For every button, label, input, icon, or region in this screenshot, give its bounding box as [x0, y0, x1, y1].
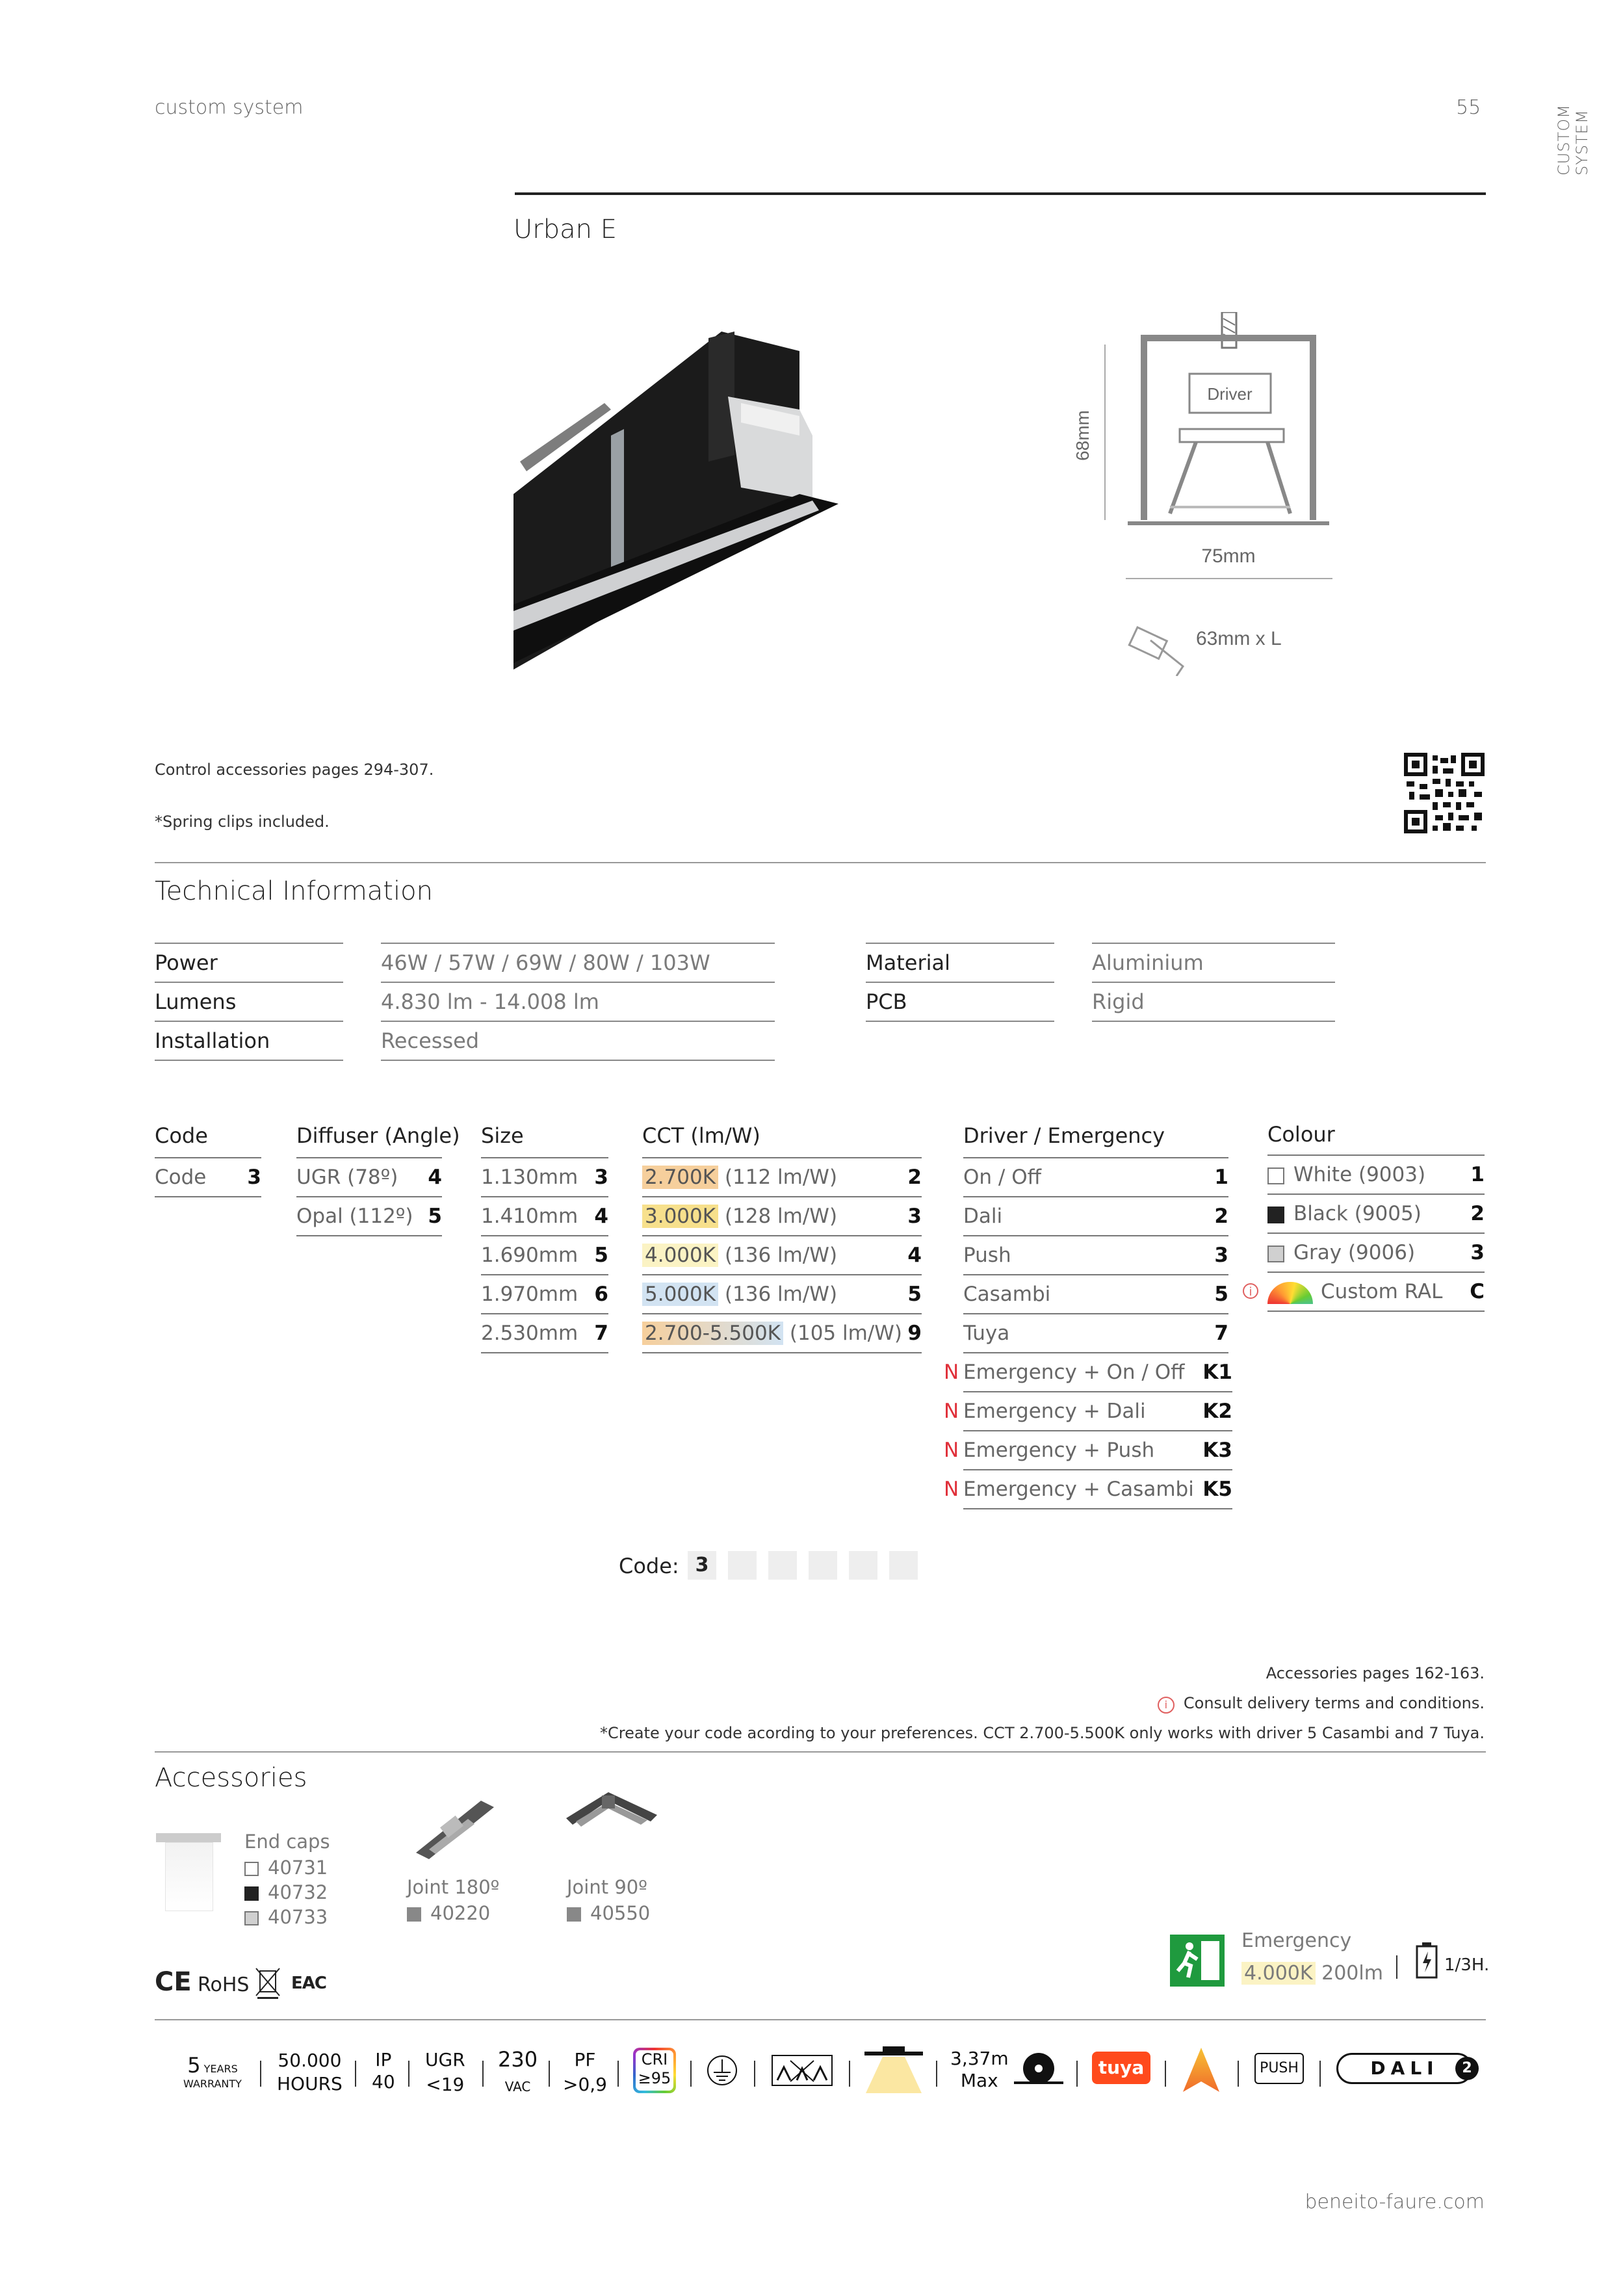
colour-option-black[interactable]: [1267, 1195, 1485, 1234]
option-label: Custom RAL: [1321, 1280, 1443, 1303]
diffuser-option-ugr[interactable]: [296, 1158, 442, 1197]
cutting-saw-icon: [1014, 2049, 1063, 2088]
spring-clips-note: *Spring clips included.: [155, 813, 330, 831]
tuya-logo: tuya: [1092, 2052, 1150, 2084]
driver-option[interactable]: [963, 1314, 1228, 1353]
separator: [1165, 2061, 1166, 2087]
page-number: 55: [1456, 96, 1481, 119]
option-label: Opal (112º): [296, 1205, 413, 1228]
max-length-value: 3,37m: [950, 2048, 1009, 2069]
diffuser-option-opal[interactable]: [296, 1197, 442, 1236]
end-cap-image: [156, 1833, 221, 1911]
separator: [260, 2061, 261, 2087]
option-label: UGR (78º): [296, 1166, 398, 1189]
separator: [936, 2061, 937, 2087]
end-cap-gray: [244, 1906, 328, 1928]
control-accessories-note: Control accessories pages 294-307.: [155, 761, 434, 779]
tech-value-installation: [381, 1021, 775, 1061]
emergency-lumens: 200lm: [1321, 1962, 1383, 1985]
tech-label: Lumens: [155, 989, 237, 1014]
separator: [849, 2061, 850, 2087]
tech-value: 4.830 lm - 14.008 lm: [381, 989, 599, 1014]
cct-option[interactable]: [642, 1158, 922, 1197]
lifetime-hours: [277, 2049, 343, 2096]
option-code: 5: [594, 1244, 608, 1267]
colour-option-custom-ral[interactable]: [1267, 1273, 1485, 1312]
option-label: 1.690mm: [481, 1244, 578, 1267]
option-label: 1.410mm: [481, 1205, 578, 1228]
swatch-black: [244, 1886, 259, 1901]
joint-180-label: Joint 180º: [407, 1876, 500, 1898]
separator: [549, 2061, 550, 2087]
col-header-diffuser: Diffuser (Angle): [296, 1123, 460, 1148]
swatch-black: [1267, 1207, 1284, 1223]
cct-option[interactable]: [642, 1314, 922, 1353]
tech-label: Installation: [155, 1028, 270, 1053]
colour-option-white[interactable]: [1267, 1156, 1485, 1195]
separator: [1396, 1955, 1397, 1979]
cct-efficacy: (136 lm/W): [724, 1283, 838, 1306]
max-length: [950, 2048, 1009, 2092]
option-code: K5: [1202, 1478, 1232, 1501]
option-label: Casambi: [963, 1283, 1051, 1306]
code-builder-label: Code:: [619, 1554, 679, 1578]
option-label: Push: [963, 1244, 1011, 1267]
dali-version: 2: [1455, 2057, 1479, 2080]
cct-temp: 4.000K: [642, 1244, 718, 1267]
tech-value: Recessed: [381, 1028, 480, 1053]
joint-code: 40220: [430, 1902, 491, 1924]
create-code-note: *Create your code acording to your preferences. CCT 2.700-5.500K only works with driver 5 Casambi and 7 Tuya.: [600, 1724, 1485, 1742]
tech-label: PCB: [866, 989, 907, 1014]
option-code: 4: [907, 1244, 922, 1267]
option-code: 5: [428, 1205, 442, 1228]
hours-value: 50.000: [278, 2050, 342, 2071]
warranty-years-number: 5: [187, 2053, 201, 2078]
emergency-temp: [1241, 1962, 1383, 1985]
recessed-light-icon: [864, 2046, 923, 2093]
warranty-label: WARRANTY: [183, 2078, 242, 2090]
hours-label: HOURS: [277, 2073, 343, 2094]
option-code: 5: [1214, 1283, 1228, 1306]
driver-option[interactable]: [963, 1197, 1228, 1236]
info-icon: i: [1158, 1697, 1175, 1714]
option-code: 7: [594, 1322, 608, 1345]
cct-temp: 2.700-5.500K: [642, 1322, 783, 1345]
tech-row-power: [155, 943, 343, 982]
swatch-gray: [567, 1907, 581, 1922]
option-label: Emergency + On / Off: [963, 1361, 1185, 1384]
separator: [1076, 2061, 1078, 2087]
option-label: White (9003): [1293, 1163, 1426, 1186]
code-slot-value: 3: [695, 1554, 709, 1576]
driver-option[interactable]: [963, 1275, 1228, 1314]
swatch-gray: [407, 1907, 421, 1922]
col-header-driver: Driver / Emergency: [963, 1123, 1165, 1148]
colour-option-gray[interactable]: [1267, 1234, 1485, 1273]
option-code: 1: [1470, 1163, 1485, 1186]
cct-efficacy: (112 lm/W): [724, 1166, 838, 1189]
driver-option-emergency[interactable]: [963, 1392, 1232, 1431]
cct-temp: 3.000K: [642, 1205, 718, 1228]
dali-text: DALI: [1370, 2057, 1439, 2079]
width-dimension: 75mm: [1201, 545, 1256, 567]
height-dimension: 68mm: [1072, 410, 1093, 461]
section-title: custom system: [155, 96, 304, 119]
tech-row-pcb: [866, 982, 1054, 1022]
separator: [617, 2061, 619, 2087]
cct-option[interactable]: [642, 1275, 922, 1314]
option-code: 2: [1470, 1202, 1485, 1225]
option-label: Dali: [963, 1205, 1003, 1228]
cct-option[interactable]: [642, 1236, 922, 1275]
option-code: 4: [594, 1205, 608, 1228]
end-cap-white: [244, 1857, 328, 1879]
info-icon: i: [1243, 1283, 1258, 1299]
product-name: Urban E: [513, 215, 617, 244]
ip-rating: [372, 2049, 395, 2093]
option-label: Black (9005): [1293, 1202, 1422, 1225]
option-code: 4: [428, 1166, 442, 1189]
code-slot-diffuser[interactable]: [728, 1551, 757, 1580]
separator: [754, 2061, 755, 2087]
separator: [408, 2061, 409, 2087]
size-option[interactable]: [481, 1158, 608, 1197]
option-code: 9: [907, 1322, 922, 1345]
option-label: 2.530mm: [481, 1322, 578, 1345]
driver-option[interactable]: [963, 1158, 1228, 1197]
option-label: Code: [155, 1166, 207, 1189]
swatch-white: [244, 1862, 259, 1876]
option-code: 3: [594, 1166, 608, 1189]
option-label: On / Off: [963, 1166, 1041, 1189]
option-label: Tuya: [963, 1322, 1010, 1345]
accessories-rule: [155, 1751, 1486, 1753]
cri-label: CRI: [641, 2050, 668, 2068]
side-tab: CUSTOM SYSTEM: [1555, 104, 1591, 176]
cct-temp: 2.700K: [642, 1166, 718, 1189]
tech-row-material: [866, 943, 1054, 982]
option-code: 2: [1214, 1205, 1228, 1228]
product-image: [513, 325, 851, 676]
earth-ground-icon: [706, 2054, 738, 2087]
battery-icon: [1416, 1942, 1438, 1979]
accessories-title: Accessories: [155, 1763, 307, 1793]
option-label: 1.970mm: [481, 1283, 578, 1306]
driver-option-emergency[interactable]: [963, 1353, 1232, 1392]
tech-value-lumens: [381, 982, 775, 1021]
tech-label: Material: [866, 950, 950, 975]
joint-90-code: [567, 1902, 650, 1924]
accessories-pages-note: Accessories pages 162-163.: [1266, 1664, 1485, 1682]
driver-option[interactable]: [963, 1236, 1228, 1275]
tech-value: Rigid: [1092, 989, 1145, 1014]
col-header-size: Size: [481, 1123, 524, 1148]
option-label: Emergency + Casambi: [963, 1478, 1194, 1501]
option-label: Gray (9006): [1293, 1241, 1416, 1264]
voltage-unit: VAC: [504, 2079, 531, 2094]
separator: [482, 2061, 484, 2087]
end-cap-code: 40733: [268, 1906, 328, 1928]
option-code: 1: [1214, 1166, 1228, 1189]
warranty-badge: [183, 2053, 242, 2090]
option-code: 3: [907, 1205, 922, 1228]
tech-row-installation: [155, 1021, 343, 1061]
option-code: 3: [1470, 1241, 1485, 1264]
code-row[interactable]: [155, 1158, 261, 1197]
cri-badge: [633, 2048, 676, 2093]
delivery-text: Consult delivery terms and conditions.: [1183, 1694, 1485, 1712]
ugr-rating: [425, 2048, 465, 2097]
swatch-gray: [244, 1911, 259, 1925]
code-slot-fixed: [688, 1551, 716, 1580]
title-rule: [515, 192, 1486, 195]
ip-value: 40: [372, 2071, 395, 2093]
code-slot-cct[interactable]: [809, 1551, 837, 1580]
option-code: C: [1470, 1280, 1485, 1303]
tech-value-material: [1092, 943, 1335, 982]
emergency-cct: 4.000K: [1241, 1962, 1316, 1985]
cut-out-dimension: 63mm x L: [1196, 628, 1282, 649]
joint-90-label: Joint 90º: [567, 1876, 647, 1898]
voltage-value: 230: [498, 2047, 538, 2072]
end-cap-code: 40731: [268, 1857, 328, 1879]
swatch-white: [1267, 1168, 1284, 1184]
size-option[interactable]: [481, 1197, 608, 1236]
end-cap-code: 40732: [268, 1881, 328, 1903]
separator: [1319, 2061, 1321, 2087]
voltage-rating: [498, 2048, 538, 2100]
insulation-install-icon: [771, 2054, 833, 2087]
delivery-note: [1158, 1694, 1485, 1714]
option-code: 7: [1214, 1322, 1228, 1345]
cct-efficacy: (136 lm/W): [724, 1244, 838, 1267]
tech-label: Power: [155, 950, 218, 975]
option-code: 5: [907, 1283, 922, 1306]
driver-option-emergency[interactable]: [963, 1470, 1232, 1509]
option-code: 3: [1214, 1244, 1228, 1267]
cri-value: ≥95: [638, 2069, 671, 2087]
option-label: 1.130mm: [481, 1166, 578, 1189]
rainbow-swatch-icon: [1267, 1282, 1313, 1304]
option-code: 2: [907, 1166, 922, 1189]
new-badge: N: [944, 1400, 959, 1423]
emergency-title: Emergency: [1241, 1929, 1352, 1952]
ce-mark-icon: CE: [155, 1967, 192, 1997]
emergency-exit-icon: [1170, 1935, 1225, 1987]
option-code: 3: [247, 1166, 261, 1189]
eac-mark: EAC: [291, 1974, 326, 1993]
warranty-years-label: YEARS: [203, 2063, 238, 2075]
separator: [690, 2061, 692, 2087]
option-code: K1: [1202, 1361, 1232, 1384]
size-option[interactable]: [481, 1236, 608, 1275]
code-slot-size[interactable]: [768, 1551, 797, 1580]
tech-value: Aluminium: [1092, 950, 1204, 975]
size-option[interactable]: [481, 1275, 608, 1314]
max-length-label: Max: [960, 2070, 998, 2091]
website-link[interactable]: beneito-faure.com: [1305, 2191, 1485, 2213]
code-slot-colour[interactable]: [889, 1551, 918, 1580]
weee-bin-icon: [255, 1966, 281, 2000]
push-badge: PUSH: [1254, 2053, 1304, 2084]
ugr-label: UGR: [425, 2049, 465, 2070]
cross-section-diagram: [1066, 312, 1352, 676]
specs-rule: [155, 2019, 1486, 2020]
driver-option-emergency[interactable]: [963, 1431, 1232, 1470]
end-cap-black: [244, 1881, 328, 1903]
ip-label: IP: [375, 2049, 392, 2070]
size-option[interactable]: [481, 1314, 608, 1353]
option-code: 6: [594, 1283, 608, 1306]
qr-code[interactable]: [1404, 753, 1485, 833]
power-factor: [563, 2048, 607, 2097]
cct-option[interactable]: [642, 1197, 922, 1236]
rohs-label: RoHS: [198, 1974, 250, 1996]
pf-label: PF: [574, 2049, 596, 2070]
end-caps-label: End caps: [244, 1831, 330, 1853]
cct-temp: 5.000K: [642, 1283, 718, 1306]
tech-rule: [155, 862, 1486, 863]
pf-value: >0,9: [563, 2074, 607, 2095]
joint-code: 40550: [590, 1902, 651, 1924]
new-badge: N: [944, 1478, 959, 1501]
swatch-gray: [1267, 1246, 1284, 1262]
code-slot-driver[interactable]: [849, 1551, 877, 1580]
driver-label: Driver: [1207, 384, 1253, 404]
option-code: K2: [1202, 1400, 1232, 1423]
separator: [1238, 2061, 1239, 2087]
tech-value-pcb: [1092, 982, 1335, 1022]
emergency-duration: 1/3H.: [1444, 1955, 1490, 1975]
ugr-value: <19: [426, 2074, 465, 2095]
cct-efficacy: (105 lm/W): [789, 1322, 902, 1345]
tech-value-power: [381, 943, 775, 982]
cct-efficacy: (128 lm/W): [724, 1205, 838, 1228]
tech-value: 46W / 57W / 69W / 80W / 103W: [381, 950, 710, 975]
col-header-colour: Colour: [1267, 1122, 1335, 1147]
dali-logo: [1336, 2053, 1473, 2084]
casambi-logo-icon: [1182, 2048, 1221, 2092]
option-label: Emergency + Dali: [963, 1400, 1146, 1423]
joint-90-image: [563, 1789, 660, 1854]
joint-180-code: [407, 1902, 490, 1924]
tech-title: Technical Information: [155, 876, 433, 906]
col-header-cct: CCT (lm/W): [642, 1123, 760, 1148]
tech-row-lumens: [155, 982, 343, 1021]
option-code: K3: [1202, 1439, 1232, 1462]
new-badge: N: [944, 1439, 959, 1462]
separator: [355, 2061, 356, 2087]
option-label: Emergency + Push: [963, 1439, 1155, 1462]
col-header-code: Code: [155, 1123, 208, 1148]
joint-180-image: [409, 1794, 500, 1859]
new-badge: N: [944, 1361, 959, 1384]
